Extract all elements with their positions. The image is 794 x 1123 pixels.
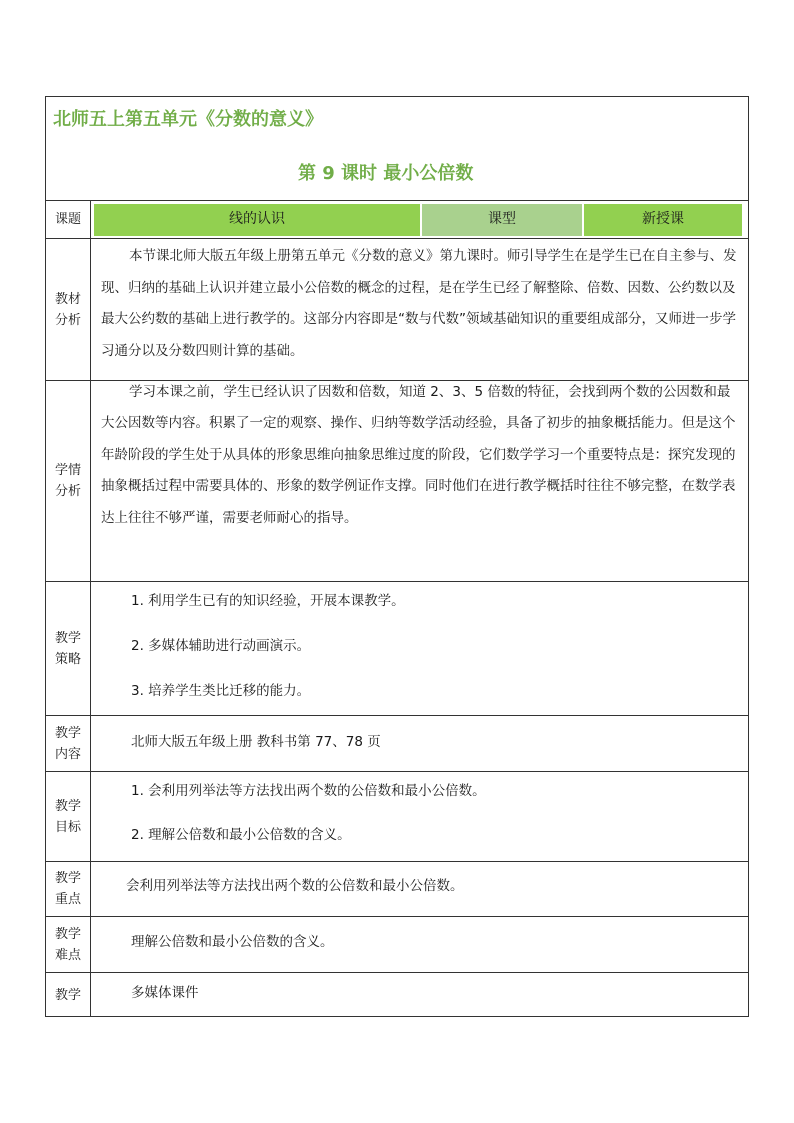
topic-name: 线的认识 (94, 204, 420, 236)
lesson-type-value: 新授课 (584, 204, 742, 236)
student-analysis-text: 学习本课之前，学生已经认识了因数和倍数，知道 2、3、5 倍数的特征，会找到两个数的公因数和最大公因数等内容。积累了一定的观察、操作、归纳等数学活动经验，具备了初步的抽象概括能力。但是这个年龄阶段的学生处于从具体的形象思维向抽象思维过度的阶段，它们数学学习一个重要特点是：探究发现的抽象概括过程中需要具体的、形象的数学例证作支撑。同时他们在进行教学概括时往往不够完整，在数学表达上往往不够严谨，需要老师耐心的指导。 (101, 384, 736, 526)
media-label: 教学 (46, 973, 91, 1017)
key-points-row (46, 862, 748, 917)
material-analysis-row (46, 239, 748, 381)
material-analysis-label: 教材分析 (46, 239, 91, 380)
teaching-content-row (46, 716, 748, 772)
media-text: 多媒体课件 (131, 985, 199, 1001)
unit-title: 北师五上第五单元《分数的意义》 (53, 109, 323, 130)
lesson-type-label: 课型 (422, 204, 582, 236)
teaching-goals-row (46, 772, 748, 862)
key-points-label: 教学重点 (46, 862, 91, 916)
teaching-content-label: 教学内容 (46, 716, 91, 771)
difficulties-row (46, 917, 748, 973)
strategy-item: 1. 利用学生已有的知识经验，开展本课教学。 (131, 593, 405, 609)
lesson-plan-table (45, 96, 749, 1017)
difficulties-text: 理解公倍数和最小公倍数的含义。 (131, 934, 334, 950)
goal-item: 2. 理解公倍数和最小公倍数的含义。 (131, 827, 351, 843)
goal-item: 1. 会利用列举法等方法找出两个数的公倍数和最小公倍数。 (131, 783, 486, 799)
student-analysis-row (46, 381, 748, 582)
strategy-item: 2. 多媒体辅助进行动画演示。 (131, 638, 311, 654)
topic-content (91, 201, 748, 238)
strategy-item: 3. 培养学生类比迁移的能力。 (131, 683, 311, 699)
teaching-goals-label: 教学目标 (46, 772, 91, 861)
topic-label: 课题 (46, 201, 91, 238)
teaching-strategy-label: 教学策略 (46, 582, 91, 715)
material-analysis-text: 本节课北师大版五年级上册第五单元《分数的意义》第九课时。师引导学生在是学生已在自主参与、发现、归纳的基础上认识并建立最小公倍数的概念的过程，是在学生已经了解整除、倍数、因数、公约数以及最大公约数的基础上进行教学的。这部分内容即是“数与代数”领域基础知识的重要组成部分，又师进一步学习通分以及分数四则计算的基础。 (101, 248, 737, 359)
key-points-text: 会利用列举法等方法找出两个数的公倍数和最小公倍数。 (126, 878, 464, 894)
topic-row (46, 201, 748, 239)
media-row (46, 973, 748, 1017)
teaching-strategy-row (46, 582, 748, 716)
difficulties-label: 教学难点 (46, 917, 91, 972)
lesson-title: 第 9 课时 最小公倍数 (298, 163, 474, 184)
title-row (46, 97, 748, 201)
teaching-content-text: 北师大版五年级上册 教科书第 77、78 页 (131, 734, 381, 750)
student-analysis-label: 学情分析 (46, 381, 91, 581)
